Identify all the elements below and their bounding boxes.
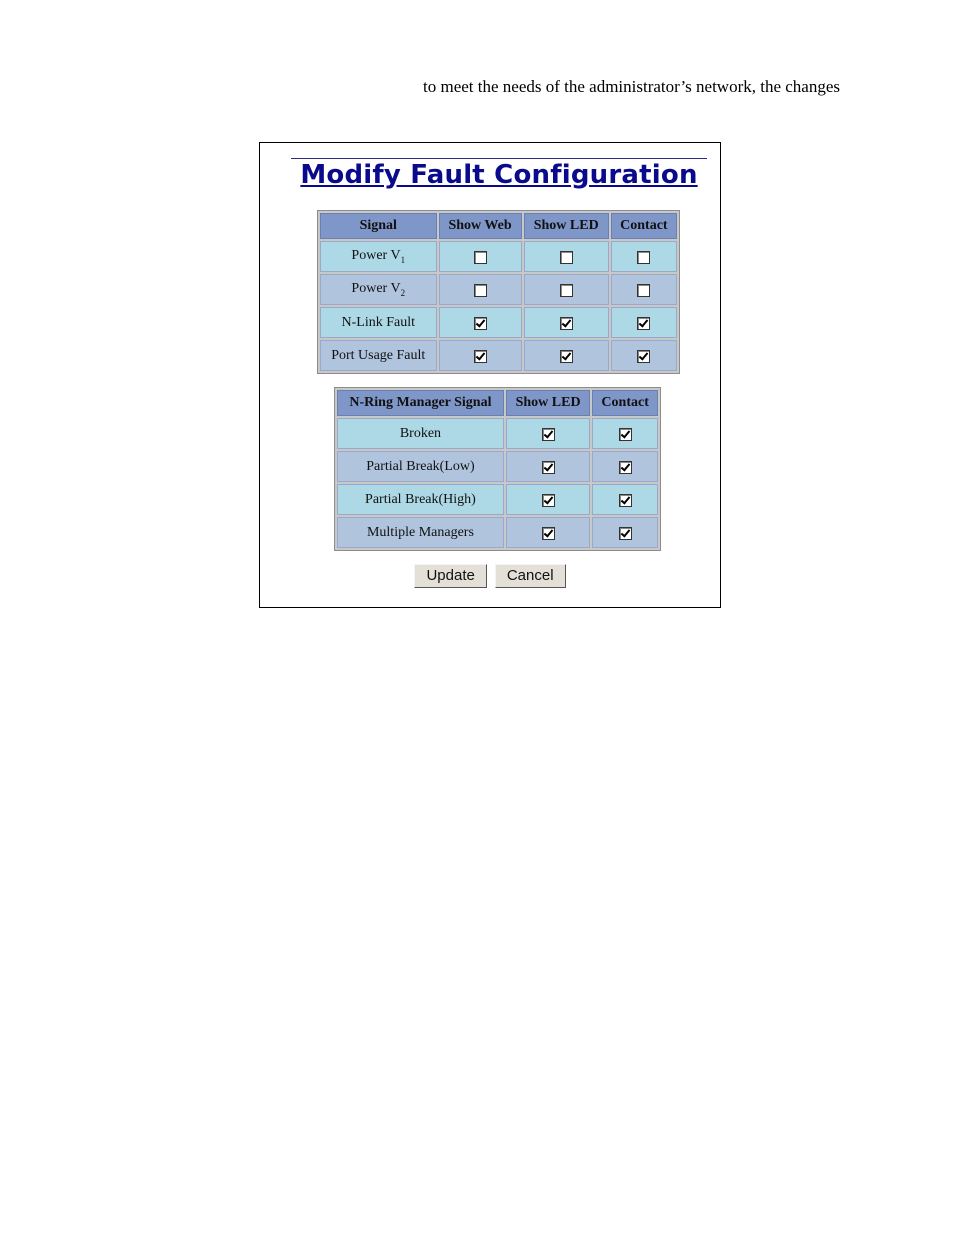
contact-checkbox[interactable] <box>637 251 650 264</box>
column-header-contact: Contact <box>592 390 658 416</box>
table-row-power-v2 <box>320 274 677 305</box>
contact-checkbox[interactable] <box>637 284 650 297</box>
table-row-n-link-fault <box>320 307 677 338</box>
signal-label <box>320 340 437 371</box>
signal-label: Partial Break(High) <box>337 484 504 515</box>
table-header-row <box>337 390 658 416</box>
signal-label-text: Power V <box>351 248 401 264</box>
show-led-checkbox[interactable] <box>560 251 573 264</box>
show-led-checkbox[interactable] <box>542 428 555 441</box>
signal-label-text: N-Link Fault <box>341 314 415 330</box>
cell-contact <box>611 307 677 338</box>
contact-checkbox[interactable] <box>619 527 632 540</box>
show-web-checkbox[interactable] <box>474 251 487 264</box>
signal-label <box>320 307 437 338</box>
column-header-show-led: Show LED <box>524 213 609 239</box>
cell-show-web <box>439 274 522 305</box>
cell-contact <box>592 517 658 548</box>
signal-label-text: Power V <box>351 281 401 297</box>
column-header-signal: Signal <box>320 213 437 239</box>
table-row-partial-break-low <box>337 451 658 482</box>
signal-label <box>320 274 437 305</box>
cell-show-led <box>506 451 590 482</box>
contact-checkbox[interactable] <box>619 461 632 474</box>
table-header-row <box>320 213 677 239</box>
show-led-checkbox[interactable] <box>560 350 573 363</box>
column-header-nring-signal: N-Ring Manager Signal <box>337 390 504 416</box>
table-row-power-v1 <box>320 241 677 272</box>
show-led-checkbox[interactable] <box>542 494 555 507</box>
show-led-checkbox[interactable] <box>560 284 573 297</box>
cancel-button[interactable]: Cancel <box>495 564 566 588</box>
signal-label: Multiple Managers <box>337 517 504 548</box>
cell-show-led <box>524 340 609 371</box>
table-row-multiple-managers <box>337 517 658 548</box>
show-led-checkbox[interactable] <box>560 317 573 330</box>
signal-label-subscript: 1 <box>400 254 406 265</box>
table-row-broken <box>337 418 658 449</box>
cell-contact <box>592 451 658 482</box>
fault-config-panel <box>259 142 721 608</box>
cell-show-web <box>439 307 522 338</box>
form-buttons <box>260 564 720 588</box>
cell-contact <box>611 340 677 371</box>
cell-show-led <box>506 484 590 515</box>
contact-checkbox[interactable] <box>637 317 650 330</box>
cell-show-web <box>439 241 522 272</box>
show-web-checkbox[interactable] <box>474 284 487 297</box>
cell-show-web <box>439 340 522 371</box>
cell-contact <box>592 418 658 449</box>
show-web-checkbox[interactable] <box>474 350 487 363</box>
cell-contact <box>611 274 677 305</box>
column-header-contact: Contact <box>611 213 677 239</box>
nring-manager-signal-table <box>334 387 661 551</box>
show-led-checkbox[interactable] <box>542 461 555 474</box>
cell-contact <box>592 484 658 515</box>
show-web-checkbox[interactable] <box>474 317 487 330</box>
signal-label-subscript: 2 <box>400 287 406 298</box>
cell-show-led <box>524 274 609 305</box>
page-title: Modify Fault Configuration <box>300 160 698 190</box>
contact-checkbox[interactable] <box>637 350 650 363</box>
show-led-checkbox[interactable] <box>542 527 555 540</box>
column-header-show-web: Show Web <box>439 213 522 239</box>
signal-label-text: Port Usage Fault <box>331 347 426 363</box>
signal-label <box>320 241 437 272</box>
cell-show-led <box>524 307 609 338</box>
table-row-partial-break-high <box>337 484 658 515</box>
signal-label: Broken <box>337 418 504 449</box>
cell-contact <box>611 241 677 272</box>
update-button[interactable]: Update <box>414 564 486 588</box>
fault-signal-table <box>317 210 680 374</box>
cell-show-led <box>506 418 590 449</box>
document-body-text: to meet the needs of the administrator’s network, the changes <box>423 77 841 96</box>
title-rule <box>291 158 707 191</box>
table-row-port-usage-fault <box>320 340 677 371</box>
cell-show-led <box>506 517 590 548</box>
column-header-show-led: Show LED <box>506 390 590 416</box>
contact-checkbox[interactable] <box>619 494 632 507</box>
contact-checkbox[interactable] <box>619 428 632 441</box>
signal-label: Partial Break(Low) <box>337 451 504 482</box>
cell-show-led <box>524 241 609 272</box>
